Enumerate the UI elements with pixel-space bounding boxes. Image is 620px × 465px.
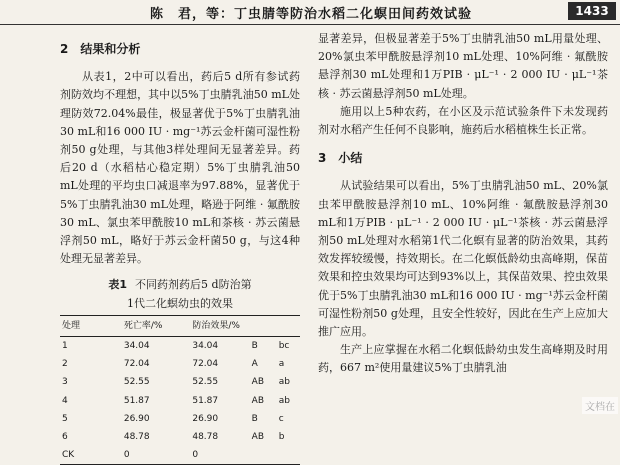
results-paragraph: 从表1，2中可以看出，药后5 d所有参试药剂防效均不理想，其中以5%丁虫腈乳油50 mL处理防效72.04%最佳，极显著优于5%丁虫腈乳油30 mL和16 000 IU · mg⁻¹苏云金杆菌可湿性粉剂50 g处理，与其他3样处理间无显著差异。药后20 d（水稻枯心稳定期）5%丁虫腈乳油50 mL处理的平均虫口减退率为97.88%，显著优于5%丁虫腈乳油30 mL处理，略逊于阿维 · 氟酰胺30 mL、氯虫苯甲酰胺10 mL和茶核 · 苏云菌悬浮剂50 mL，略好于苏云金杆菌50 g，与这4种处理无显著差异。 [60,70,300,266]
cell-sig-upper [250,446,277,465]
cell-sig-lower [277,446,300,465]
cell-efficacy: 72.04 [192,359,219,370]
table-row [60,428,300,446]
cell-sig-lower: ab [278,395,290,406]
continued-paragraph: 显著差异，但极显著差于5%丁虫腈乳油50 mL用量处理、20%氯虫苯甲酰胺悬浮剂10 mL处理、10%阿维 · 氟酰胺悬浮剂30 mL处理和1万PIB · μL⁻¹ · 2 000 IU · μL⁻¹茶核 · 苏云菌悬浮剂50 mL处理。 [318,32,608,100]
safety-paragraph: 施用以上5种农药，在小区及示范试验条件下未发现药剂对水稻产生任何不良影响，施药后水稻植株生长正常。 [318,104,608,137]
cell-sig-upper: AB [251,377,264,388]
left-column [60,40,300,465]
cell-sig-upper: AB [251,432,264,443]
running-title: 陈 君，等：丁虫腈等防治水稻二化螟田间药效试验 [150,7,473,22]
watermark-label: 文档在 [582,397,618,414]
running-header [0,0,620,25]
header-sig-upper [250,315,277,336]
header-sig-lower [277,315,300,336]
cell-sig-upper: A [251,359,258,370]
cell-sig-upper: B [251,341,258,352]
cell-sig-lower: c [278,413,284,424]
cell-efficacy: 34.04 [192,341,219,352]
cell-sig-lower: a [278,359,285,370]
cell-treatment: 5 [62,413,68,424]
cell-efficacy: 48.78 [192,432,219,443]
table-caption [60,276,300,312]
cell-sig-lower: ab [278,377,290,388]
table-row [60,337,300,356]
cell-treatment: 4 [62,395,68,406]
cell-treatment: 2 [62,359,68,370]
table-caption-line1: 不同药剂药后5 d防治第 [135,278,252,292]
table-row [60,373,300,391]
table-row [60,446,300,465]
page-number: 1433 [568,2,616,20]
cell-mortality: 26.90 [123,413,150,424]
cell-efficacy: 26.90 [192,413,219,424]
table-caption-line2: 1代二化螟幼虫的效果 [127,296,233,310]
header-mortality: 死亡率/% [122,315,190,336]
table-row [60,355,300,373]
table-header-row [60,315,300,336]
cell-mortality: 51.87 [123,395,150,406]
cell-efficacy: 51.87 [192,395,219,406]
cell-mortality: 48.78 [123,432,150,443]
cell-mortality: 34.04 [123,341,150,352]
section-heading-summary: 3 小结 [318,151,363,166]
section-heading-results: 2 结果和分析 [60,42,141,56]
cell-treatment: 6 [62,432,68,443]
cell-sig-upper: AB [251,395,264,406]
cell-sig-lower: b [278,432,285,443]
cell-mortality: 72.04 [123,359,150,370]
cell-sig-lower: bc [278,341,290,352]
cell-treatment: 3 [62,377,68,388]
table-number: 表1 [108,278,128,292]
right-column [318,30,608,378]
cell-treatment: 1 [62,341,68,352]
cell-mortality: 52.55 [123,377,150,388]
cell-sig-upper: B [251,413,258,424]
table-row [60,392,300,410]
cell-efficacy: 0 [190,446,249,465]
recommendation-paragraph: 生产上应掌握在水稻二化螟低龄幼虫发生高峰期及时用药，667 m²使用量建议5%丁虫腈乳油 [318,343,608,375]
cell-mortality: 0 [122,446,190,465]
cell-treatment: CK [60,446,122,465]
table-row [60,410,300,428]
header-treatment: 处理 [60,315,122,336]
summary-paragraph: 从试验结果可以看出，5%丁虫腈乳油50 mL、20%氯虫苯甲酰胺悬浮剂10 mL、10%阿维 · 氟酰胺悬浮剂30 mL和1万PIB · μL⁻¹ · 2 000 IU · μL⁻¹茶核 · 苏云菌悬浮剂50 mL处理对水稻第1代二化螟有显著的防治效果，其药效发挥较缓慢，持效期长。在二化螟低龄幼虫高峰期，保苗效果和控虫效果均可达到93%以上，其保苗效果、控虫效果优于5%丁虫腈乳油30 mL和16 000 IU · mg⁻¹苏云金杆菌可湿性粉剂50 g处理，且安全性较好，因此在生产上应加大推广应用。 [318,179,608,339]
cell-efficacy: 52.55 [192,377,219,388]
efficacy-table [60,315,300,465]
header-efficacy: 防治效果/% [190,315,249,336]
